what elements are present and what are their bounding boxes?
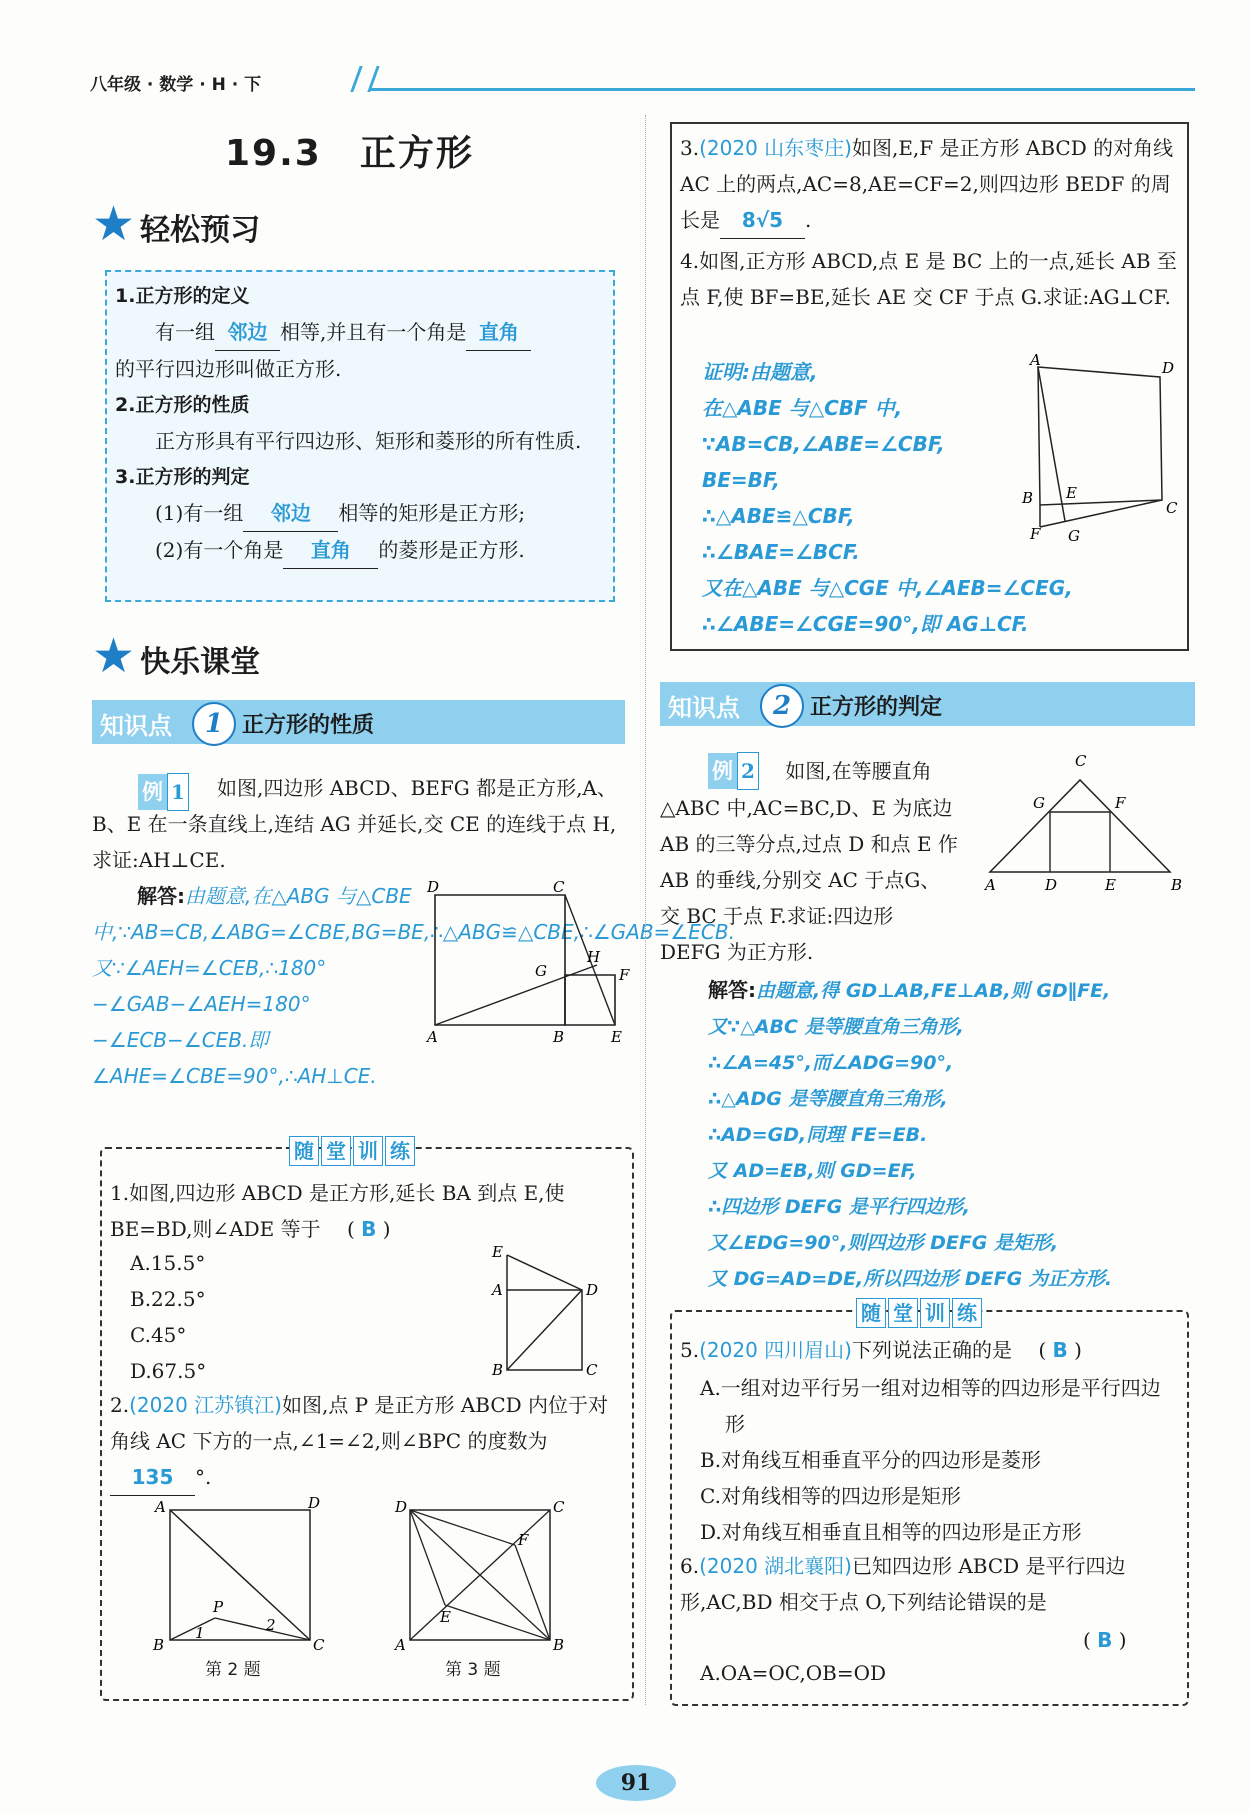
- svg-text:G: G: [535, 962, 547, 980]
- criteria-title: 3.正方形的判定: [115, 466, 250, 488]
- svg-text:A: A: [985, 876, 996, 894]
- svg-text:P: P: [213, 1598, 224, 1616]
- q2-answer: 135: [110, 1459, 195, 1496]
- question-3: 3.(2020 山东枣庄)如图,E,F 是正方形 ABCD 的对角线 AC 上的两点,AC=8,AE=CF=2,则四边形 BEDF 的周长是 8√5 .: [680, 130, 1180, 239]
- example-2-question: 例 2 如图,在等腰直角△ABC 中,AC=BC,D、E 为底边 AB 的三等分点,过点 D 和点 E 作 AB 的垂线,分别交 AC 于点G、交 BC 于点 F.求证:四边形 DEFG 为正方形.: [660, 752, 960, 970]
- svg-text:F: F: [1115, 794, 1126, 812]
- blank-criteria-2: 直角: [283, 532, 378, 569]
- q5-answer: B: [1052, 1338, 1068, 1362]
- svg-text:F: F: [1030, 525, 1041, 543]
- definition-line: 有一组 邻边 相等,并且有一个角是 直角: [115, 314, 605, 351]
- figure-example-2: [975, 750, 1195, 900]
- svg-text:B: B: [1022, 489, 1034, 507]
- svg-text:E: E: [492, 1243, 503, 1261]
- question-1: 1.如图,四边形 ABCD 是正方形,延长 BA 到点 E,使 BE=BD,则∠ADE 等于 ( B ): [110, 1181, 565, 1241]
- svg-text:C: C: [553, 1498, 565, 1516]
- q1-answer: B: [361, 1217, 377, 1241]
- svg-text:E: E: [1066, 484, 1077, 502]
- preview-box: [105, 270, 615, 602]
- q4-proof: 证明:由题意, 在△ABE 与△CBF 中, ∵AB=CB,∠ABE=∠CBF, BE=BF, ∴△ABE≌△CBF, ∴∠BAE=∠BCF. 又在△ABE 与△CGE 中,∠AEB=∠CEG, ∴∠ABE=∠CGE=90°,即 AG⊥CF.: [702, 360, 1073, 636]
- kp1-number: 1: [192, 702, 236, 746]
- q1-option-a: A.15.5°: [130, 1251, 206, 1275]
- svg-text:B: B: [153, 1636, 165, 1654]
- svg-text:F: F: [619, 966, 630, 984]
- q3-answer: 8√5: [720, 202, 805, 239]
- svg-text:E: E: [440, 1608, 451, 1626]
- q5-option-d: D.对角线互相垂直且相等的四边形是正方形: [700, 1520, 1082, 1544]
- svg-text:A: A: [395, 1636, 406, 1654]
- svg-text:E: E: [611, 1028, 622, 1046]
- practice-tag-right: 随 堂 训 练: [855, 1298, 983, 1328]
- svg-text:F: F: [518, 1531, 529, 1549]
- q5-option-b: B.对角线互相垂直平分的四边形是菱形: [700, 1448, 1042, 1472]
- q1-option-b: B.22.5°: [130, 1287, 206, 1311]
- criteria-2: (2)有一个角是 直角 的菱形是正方形.: [115, 532, 605, 569]
- question-5: 5.(2020 四川眉山)下列说法正确的是 ( B ): [680, 1338, 1082, 1362]
- kp2-number: 2: [760, 684, 804, 728]
- svg-text:D: D: [427, 878, 440, 896]
- caption-figure-3: 第 3 题: [445, 1660, 501, 1680]
- svg-text:A: A: [427, 1028, 438, 1046]
- page-number: 91: [596, 1765, 676, 1801]
- svg-text:B: B: [553, 1636, 565, 1654]
- definition-end: 的平行四边形叫做正方形.: [115, 357, 342, 381]
- running-header: 八年级 · 数学 · H · 下: [90, 75, 262, 95]
- svg-text:2: 2: [266, 1616, 276, 1634]
- caption-figure-2: 第 2 题: [205, 1660, 261, 1680]
- q1-option-d: D.67.5°: [130, 1359, 207, 1383]
- svg-text:G: G: [1068, 527, 1080, 545]
- example-1: [92, 770, 627, 878]
- example-1-answer: 解答:由题意,在△ABG 与△CBE 中,∵AB=CB,∠ABG=∠CBE,BG=BE,∴△ABG≌△CBE,∴∠GAB=∠ECB.又∵∠AEH=∠CEB,∴180°−∠GAB−∠AEH=180°−∠ECB−∠CEB.即∠AHE=∠CBE=90°,∴AH⊥CE.: [92, 884, 735, 1088]
- figure-question-4: [1020, 351, 1180, 545]
- svg-text:C: C: [313, 1636, 325, 1654]
- svg-text:C: C: [553, 878, 565, 896]
- page-title: 19.3 正方形: [225, 133, 474, 174]
- property-title: 2.正方形的性质: [115, 394, 250, 416]
- svg-text:A: A: [1030, 351, 1041, 369]
- svg-text:E: E: [1105, 876, 1116, 894]
- q5-option-c: C.对角线相等的四边形是矩形: [700, 1484, 961, 1508]
- figure-example-1: [425, 878, 630, 1046]
- q6-answer: B: [1097, 1628, 1113, 1652]
- svg-text:D: D: [308, 1494, 321, 1512]
- q5-option-a: A.一组对边平行另一组对边相等的四边形是平行四边形: [700, 1376, 1161, 1436]
- example-1-question: 例 1 如图,四边形 ABCD、BEFG 都是正方形,A、B、E 在一条直线上,连结 AG 并延长,交 CE 的连线于点 H,求证:AH⊥CE.: [92, 770, 627, 878]
- preview-heading: ★ 轻松预习: [92, 196, 261, 252]
- svg-text:D: D: [395, 1498, 408, 1516]
- svg-text:1: 1: [195, 1624, 205, 1642]
- knowledge-point-2-bar: 知识点 2 正方形的判定: [660, 682, 1195, 726]
- blank-right-angle: 直角: [466, 314, 531, 351]
- blank-adjacent-sides: 邻边: [215, 314, 280, 351]
- question-2: 2.(2020 江苏镇江)如图,点 P 是正方形 ABCD 内位于对角线 AC 下方的一点,∠1=∠2,则∠BPC 的度数为135 °.: [110, 1387, 610, 1496]
- q5-options: [700, 1370, 1180, 1550]
- svg-text:A: A: [155, 1498, 166, 1516]
- svg-text:B: B: [492, 1361, 504, 1379]
- question-6: 6.(2020 湖北襄阳)已知四边形 ABCD 是平行四边形,AC,BD 相交于点 O,下列结论错误的是: [680, 1554, 1126, 1614]
- q1-option-c: C.45°: [130, 1323, 187, 1347]
- svg-text:C: C: [1075, 752, 1087, 770]
- star-icon: ★: [92, 196, 136, 252]
- figure-question-2: [150, 1494, 330, 1655]
- svg-text:G: G: [1033, 794, 1045, 812]
- example-2-answer: 解答:由题意,得 GD⊥AB,FE⊥AB,则 GD∥FE, 又∵△ABC 是等腰直角三角形, ∴∠A=45°,而∠ADG=90°, ∴△ADG 是等腰直角三角形, ∴AD=GD,同理 FE=EB. 又 AD=EB,则 GD=EF, ∴四边形 DEFG 是平行四边形, 又∠EDG=90°,则四边形 DEFG 是矩形, 又 DG=AD=DE,所以四边形 DEFG 为正方形.: [708, 978, 1113, 1290]
- svg-text:C: C: [1166, 499, 1178, 517]
- q6-option-a: A.OA=OC,OB=OD: [700, 1661, 887, 1685]
- svg-text:H: H: [587, 948, 601, 966]
- q1-options: [130, 1245, 206, 1389]
- example-badge: 例 1: [138, 773, 189, 811]
- property-text: 正方形具有平行四边形、矩形和菱形的所有性质.: [155, 429, 582, 453]
- q6-answer-bracket: ( B ): [1083, 1628, 1127, 1652]
- header-rule: [370, 88, 1195, 91]
- svg-text:D: D: [1162, 359, 1175, 377]
- class-heading: ★ 快乐课堂: [92, 628, 261, 684]
- column-divider: [645, 115, 646, 1705]
- svg-text:D: D: [586, 1281, 599, 1299]
- blank-criteria-1: 邻边: [243, 495, 338, 532]
- svg-text:B: B: [1171, 876, 1183, 894]
- definition-title: 1.正方形的定义: [115, 285, 250, 307]
- figure-question-3: [390, 1500, 570, 1655]
- svg-text:D: D: [1045, 876, 1058, 894]
- knowledge-point-1-bar: 知识点 1 正方形的性质: [92, 700, 625, 744]
- svg-text:A: A: [492, 1281, 503, 1299]
- svg-text:C: C: [586, 1361, 598, 1379]
- practice-tag-left: 随 堂 训 练: [288, 1136, 416, 1166]
- star-icon: ★: [92, 628, 136, 684]
- figure-question-1: [482, 1245, 602, 1380]
- criteria-1: (1)有一组 邻边 相等的矩形是正方形;: [115, 495, 605, 532]
- question-4: 4.如图,正方形 ABCD,点 E 是 BC 上的一点,延长 AB 至点 F,使 BF=BE,延长 AE 交 CF 于点 G.求证:AG⊥CF.: [680, 249, 1177, 309]
- svg-text:B: B: [553, 1028, 565, 1046]
